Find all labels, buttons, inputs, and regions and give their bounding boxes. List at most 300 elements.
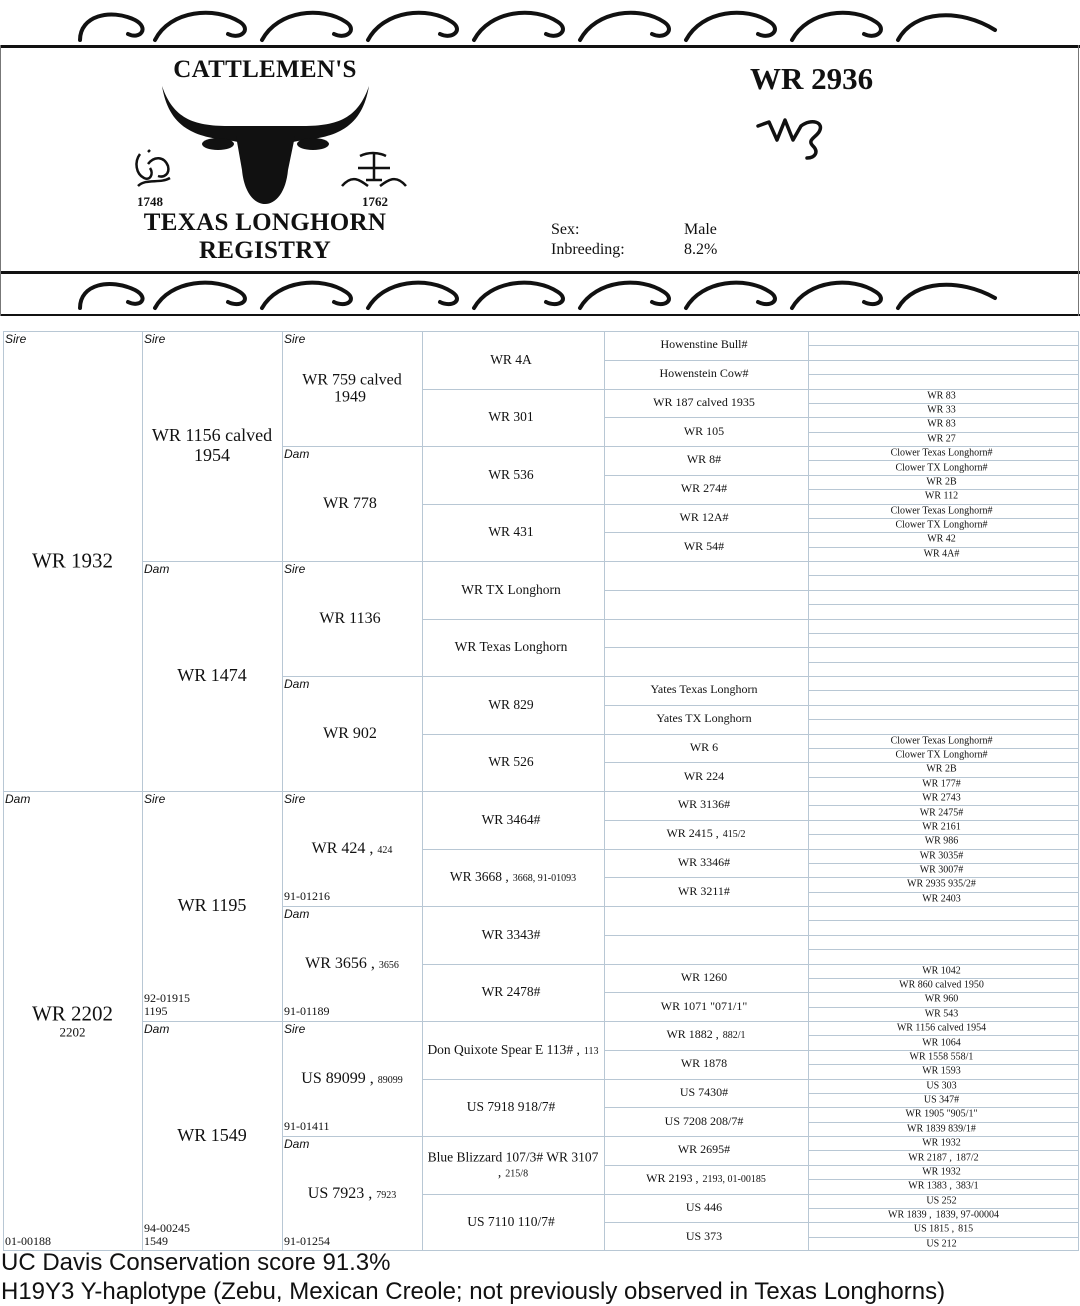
animal-name — [142, 666, 282, 686]
pedigree-cell-g6-32 — [808, 791, 1079, 805]
animal-name-text: WR 2193 , — [646, 1171, 699, 1186]
pedigree-cell-g4-4 — [422, 561, 604, 619]
dam-tag: Dam — [284, 447, 310, 461]
pedigree-cell-g6-30 — [808, 762, 1079, 776]
animal-name-text: Clower TX Longhorn# — [895, 749, 988, 761]
animal-name — [422, 409, 604, 425]
pedigree-cell-g6-39 — [808, 892, 1079, 906]
pedigree-cell-g5-2 — [604, 389, 808, 418]
animal-name — [808, 476, 1079, 488]
registry-name-line2: TEXAS LONGHORN — [143, 209, 387, 236]
animal-alt-number: 815 — [958, 1223, 974, 1235]
animal-name — [808, 505, 1079, 517]
registration-number: 92-01915 — [144, 991, 190, 1005]
pedigree-cell-g3-4 — [282, 791, 422, 906]
animal-name-text: WR 27 — [927, 433, 956, 445]
registration-number: 91-01411 — [284, 1119, 330, 1133]
animal-name-text: Don Quixote Spear E 113# , — [427, 1041, 580, 1057]
animal-name — [422, 1214, 604, 1230]
animal-name-text: WR 778 — [323, 494, 377, 512]
animal-name-text: Clower Texas Longhorn# — [890, 447, 993, 459]
animal-brand-icon — [755, 116, 830, 162]
animal-name — [604, 338, 808, 352]
animal-name-text: WR 224 — [683, 768, 725, 783]
animal-name — [808, 1238, 1079, 1250]
animal-name-text: WR 4A — [490, 351, 532, 367]
pedigree-cell-g6-19 — [808, 604, 1079, 618]
animal-name-text: WR 3035# — [919, 849, 964, 861]
pedigree-cell-g6-55 — [808, 1122, 1079, 1136]
pedigree-cell-g6-52 — [808, 1079, 1079, 1093]
animal-name — [808, 1109, 1079, 1121]
animal-name — [808, 1166, 1079, 1178]
sire-tag: Sire — [144, 792, 166, 806]
year-left: 1748 — [137, 194, 163, 209]
pedigree-cell-g6-15 — [808, 547, 1079, 561]
animal-name — [808, 1152, 1079, 1164]
sire-tag: Sire — [5, 332, 27, 346]
animal-name — [604, 1143, 808, 1157]
animal-name-text: WR 3007# — [919, 864, 964, 876]
dam-tag: Dam — [5, 792, 31, 806]
pedigree-cell-g5-3 — [604, 417, 808, 446]
animal-name-text: US 89099 , — [301, 1069, 374, 1087]
animal-name-text: WR 1474 — [177, 665, 247, 686]
animal-name-text: WR 3346# — [677, 854, 731, 869]
animal-name-text: WR 2935 935/2# — [907, 878, 976, 890]
animal-name — [808, 1123, 1079, 1135]
animal-name — [422, 1042, 604, 1058]
animal-name — [808, 491, 1079, 503]
pedigree-cell-g5-22 — [604, 964, 808, 993]
animal-alt-number: 3656 — [378, 959, 399, 971]
animal-name — [422, 582, 604, 598]
animal-name-text: WR 424 , — [311, 839, 374, 857]
animal-name — [604, 770, 808, 784]
animal-name-text: WR TX Longhorn — [461, 581, 561, 597]
registration-number-secondary: 1195 — [144, 1004, 168, 1018]
animal-name — [604, 1000, 808, 1014]
animal-name — [282, 840, 422, 858]
animal-alt-number: 882/1 — [722, 1030, 746, 1042]
pedigree-cell-g1-0 — [3, 331, 142, 791]
animal-name — [808, 922, 1079, 934]
registration-number: 01-00188 — [5, 1234, 51, 1248]
animal-name — [808, 1037, 1079, 1049]
pedigree-cell-g6-57 — [808, 1150, 1079, 1164]
dam-tag: Dam — [144, 1022, 170, 1036]
dam-tag: Dam — [284, 677, 310, 691]
animal-name — [282, 1070, 422, 1088]
pedigree-cell-g3-6 — [282, 1021, 422, 1136]
sire-tag: Sire — [284, 1022, 306, 1036]
animal-name-text: WR 112 — [924, 490, 959, 502]
pedigree-cell-g1-1 — [3, 791, 142, 1251]
animal-name — [3, 1002, 142, 1039]
pedigree-cell-g6-20 — [808, 619, 1079, 633]
animal-name-text: US 7208 208/7# — [664, 1113, 744, 1128]
animal-name — [808, 764, 1079, 776]
sire-tag: Sire — [284, 562, 306, 576]
animal-name — [808, 634, 1079, 646]
pedigree-cell-g6-63 — [808, 1237, 1079, 1251]
animal-name — [604, 453, 808, 467]
pedigree-cell-g4-14 — [422, 1136, 604, 1194]
animal-name-text: WR 105 — [683, 423, 725, 438]
animal-name-text: WR Texas Longhorn — [454, 639, 568, 655]
pedigree-cell-g6-27 — [808, 719, 1079, 733]
bottom-scroll-border — [0, 274, 1080, 316]
animal-name-text: WR 3343# — [481, 926, 541, 942]
animal-name — [808, 965, 1079, 977]
animal-extra-number: 2202 — [59, 1024, 86, 1040]
pedigree-cell-g5-16 — [604, 791, 808, 820]
animal-name — [604, 425, 808, 439]
animal-name — [808, 721, 1079, 733]
animal-name — [808, 893, 1079, 905]
registry-name-line3: REGISTRY — [198, 237, 332, 264]
animal-name — [282, 495, 422, 513]
animal-name — [142, 896, 282, 916]
animal-name-text: WR 1558 558/1 — [909, 1051, 974, 1063]
registration-number-secondary: 1549 — [144, 1234, 168, 1248]
pedigree-cell-g4-0 — [422, 331, 604, 389]
pedigree-cell-g6-5 — [808, 403, 1079, 417]
pedigree-cell-g3-2 — [282, 561, 422, 676]
animal-name — [604, 1172, 808, 1186]
animal-name-text: Howenstein Cow# — [659, 366, 749, 381]
pedigree-cell-g5-20 — [604, 906, 808, 935]
animal-name-text: WR 2B — [926, 763, 957, 775]
animal-name-text: Blue Blizzard 107/3# WR 3107 , — [427, 1149, 599, 1180]
animal-name-text: WR 3464# — [481, 811, 541, 827]
pedigree-cell-g5-6 — [604, 504, 808, 533]
pedigree-cell-g6-49 — [808, 1035, 1079, 1049]
pedigree-cell-g6-13 — [808, 518, 1079, 532]
pedigree-cell-g6-6 — [808, 417, 1079, 431]
animal-name — [808, 951, 1079, 963]
pedigree-cell-g6-18 — [808, 590, 1079, 604]
pedigree-cell-g6-9 — [808, 460, 1079, 474]
pedigree-grid — [3, 331, 1079, 1251]
animal-name-text: WR 1064 — [922, 1036, 961, 1048]
animal-name — [282, 955, 422, 973]
pedigree-cell-g6-51 — [808, 1064, 1079, 1078]
inbreeding-value: 8.2% — [684, 241, 718, 258]
animal-name — [808, 562, 1079, 574]
top-rule — [0, 45, 1080, 48]
pedigree-cell-g3-1 — [282, 446, 422, 561]
registration-number: 94-00245 — [144, 1221, 190, 1235]
pedigree-cell-g2-0 — [142, 331, 282, 561]
pedigree-cell-g5-13 — [604, 705, 808, 734]
pedigree-cell-g6-10 — [808, 475, 1079, 489]
animal-name — [808, 936, 1079, 948]
animal-name-text: WR 1071 "071/1" — [660, 998, 748, 1013]
registration-number: 91-01189 — [284, 1004, 330, 1018]
animal-name — [604, 1115, 808, 1129]
pedigree-cell-g6-3 — [808, 374, 1079, 388]
pedigree-cell-g6-61 — [808, 1208, 1079, 1222]
animal-name-text: WR 187 calved 1935 — [653, 394, 755, 409]
animal-alt-number: 113 — [583, 1045, 599, 1057]
animal-name-text: WR 902 — [323, 724, 377, 742]
pedigree-cell-g6-48 — [808, 1021, 1079, 1035]
pedigree-cell-g6-58 — [808, 1165, 1079, 1179]
animal-name-text: Clower Texas Longhorn# — [890, 734, 993, 746]
sire-tag: Sire — [284, 792, 306, 806]
pedigree-cell-g2-3 — [142, 1021, 282, 1251]
animal-name — [604, 540, 808, 554]
animal-name-text: WR 1878 — [680, 1056, 728, 1071]
animal-alt-number: 7923 — [376, 1189, 397, 1201]
pedigree-cell-g6-40 — [808, 906, 1079, 920]
bottom-rule — [0, 314, 1080, 316]
animal-name-text: WR 2B — [926, 476, 957, 488]
animal-name — [604, 482, 808, 496]
animal-name — [808, 361, 1079, 373]
animal-name — [604, 971, 808, 985]
animal-name — [604, 885, 808, 899]
animal-name — [422, 754, 604, 770]
animal-alt-number: 3668, 91-01093 — [512, 873, 577, 885]
pedigree-cell-g6-45 — [808, 978, 1079, 992]
animal-name-text: WR 1932 — [31, 548, 114, 573]
year-right: 1762 — [362, 194, 388, 209]
pedigree-cell-g5-21 — [604, 935, 808, 964]
pedigree-cell-g6-42 — [808, 935, 1079, 949]
pedigree-cell-g3-3 — [282, 676, 422, 791]
pedigree-cell-g4-6 — [422, 676, 604, 734]
animal-name-text: WR 42 — [927, 533, 956, 545]
pedigree-cell-g5-14 — [604, 734, 808, 763]
pedigree-cell-g6-53 — [808, 1093, 1079, 1107]
animal-name-text: Clower Texas Longhorn# — [890, 504, 993, 516]
animal-name-text: Yates TX Longhorn — [656, 711, 752, 726]
animal-name — [282, 1185, 422, 1203]
pedigree-cell-g6-44 — [808, 964, 1079, 978]
pedigree-cell-g2-1 — [142, 561, 282, 791]
left-brand-icon — [130, 148, 180, 194]
pedigree-cell-g6-0 — [808, 331, 1079, 345]
pedigree-cell-g6-7 — [808, 432, 1079, 446]
animal-name-text: WR 759 calved 1949 — [302, 370, 402, 406]
inbreeding-label: Inbreeding: — [551, 241, 625, 258]
animal-name — [604, 1057, 808, 1071]
animal-name-text: WR 2187 , — [908, 1151, 952, 1163]
animal-name — [604, 626, 808, 640]
animal-alt-number: 1839, 97-00004 — [935, 1209, 999, 1221]
y-haplotype: H19Y3 Y-haplotype (Zebu, Mexican Creole; not previously observed in Texas Longhorns) — [1, 1278, 946, 1305]
registration-number: 91-01216 — [284, 889, 330, 903]
sire-tag: Sire — [284, 332, 306, 346]
animal-name-text: WR 1549 — [177, 1125, 247, 1146]
animal-name — [808, 376, 1079, 388]
animal-name — [604, 396, 808, 410]
animal-name — [808, 850, 1079, 862]
animal-name — [422, 524, 604, 540]
animal-name-text: WR 2478# — [481, 984, 541, 1000]
animal-name — [604, 741, 808, 755]
animal-name — [808, 1181, 1079, 1193]
pedigree-cell-g6-4 — [808, 389, 1079, 403]
animal-name — [604, 367, 808, 381]
animal-name — [604, 856, 808, 870]
animal-name — [142, 426, 282, 466]
animal-name-text: WR 6 — [689, 739, 719, 754]
sex-label: Sex: — [551, 221, 580, 238]
animal-name — [808, 1195, 1079, 1207]
registration-number: 91-01254 — [284, 1234, 330, 1248]
pedigree-cell-g5-27 — [604, 1107, 808, 1136]
animal-name-text: Clower TX Longhorn# — [895, 519, 988, 531]
animal-name — [604, 511, 808, 525]
animal-name — [808, 749, 1079, 761]
pedigree-cell-g6-2 — [808, 360, 1079, 374]
animal-name — [808, 1008, 1079, 1020]
animal-name-text: WR 1136 — [319, 609, 381, 627]
animal-name — [808, 347, 1079, 359]
animal-name-text: WR 1932 — [922, 1166, 961, 1178]
pedigree-cell-g5-25 — [604, 1050, 808, 1079]
animal-name-text: US 446 — [685, 1199, 723, 1214]
conservation-score: UC Davis Conservation score 91.3% — [1, 1249, 391, 1276]
sex-value: Male — [684, 221, 717, 238]
pedigree-cell-g4-9 — [422, 849, 604, 907]
pedigree-cell-g5-5 — [604, 475, 808, 504]
pedigree-cell-g6-22 — [808, 647, 1079, 661]
animal-name — [808, 577, 1079, 589]
animal-name-text: WR 3668 , — [449, 869, 509, 885]
pedigree-cell-g6-50 — [808, 1050, 1079, 1064]
animal-name — [422, 927, 604, 943]
animal-name — [808, 821, 1079, 833]
animal-name — [282, 725, 422, 743]
animal-name — [808, 447, 1079, 459]
animal-name-text: US 7918 918/7# — [466, 1099, 556, 1115]
animal-alt-number: 424 — [377, 844, 393, 856]
pedigree-cell-g6-23 — [808, 662, 1079, 676]
pedigree-cell-g5-9 — [604, 590, 808, 619]
animal-name-text: WR 2202 — [31, 1001, 114, 1026]
animal-name-text: WR 2695# — [677, 1142, 731, 1157]
animal-name — [808, 390, 1079, 402]
animal-name — [808, 548, 1079, 560]
animal-name — [604, 712, 808, 726]
animal-name — [3, 549, 142, 572]
animal-name-text: WR 1839 839/1# — [907, 1123, 976, 1135]
pedigree-cell-g6-54 — [808, 1107, 1079, 1121]
pedigree-cell-g5-12 — [604, 676, 808, 705]
pedigree-cell-g5-10 — [604, 619, 808, 648]
animal-name-text: WR 986 — [924, 835, 959, 847]
animal-name-text: WR 177# — [922, 778, 961, 790]
animal-name — [604, 827, 808, 841]
animal-name-text: WR 1042 — [922, 964, 961, 976]
animal-name-text: WR 54# — [683, 538, 725, 553]
animal-name-text: WR 2161 — [922, 821, 961, 833]
animal-name-text: WR 1905 "905/1" — [905, 1108, 978, 1120]
pedigree-cell-g6-26 — [808, 705, 1079, 719]
animal-name-text: WR 1932 — [922, 1137, 961, 1149]
animal-name — [422, 1149, 604, 1180]
animal-name — [604, 683, 808, 697]
animal-name-text: WR 12A# — [679, 509, 729, 524]
animal-name — [808, 606, 1079, 618]
animal-name — [604, 942, 808, 956]
animal-name — [808, 979, 1079, 991]
animal-name — [808, 404, 1079, 416]
pedigree-cell-g6-31 — [808, 777, 1079, 791]
pedigree-cell-g5-19 — [604, 877, 808, 906]
pedigree-cell-g6-24 — [808, 676, 1079, 690]
animal-id-title: WR 2936 — [750, 61, 874, 96]
animal-name — [422, 984, 604, 1000]
animal-name — [808, 692, 1079, 704]
animal-name — [808, 1094, 1079, 1106]
animal-name-text: US 7923 , — [307, 1184, 373, 1202]
pedigree-cell-g5-1 — [604, 360, 808, 389]
animal-name — [808, 1209, 1079, 1221]
animal-name — [808, 864, 1079, 876]
animal-name — [604, 1230, 808, 1244]
pedigree-cell-g6-1 — [808, 345, 1079, 359]
animal-name-text: Clower TX Longhorn# — [895, 461, 988, 473]
pedigree-cell-g6-28 — [808, 734, 1079, 748]
pedigree-cell-g4-15 — [422, 1194, 604, 1252]
pedigree-cell-g6-16 — [808, 561, 1079, 575]
animal-alt-number: 383/1 — [955, 1180, 979, 1192]
dam-tag: Dam — [144, 562, 170, 576]
animal-name-text: WR 301 — [488, 409, 534, 425]
animal-name — [422, 639, 604, 655]
animal-name — [422, 697, 604, 713]
animal-name — [604, 597, 808, 611]
pedigree-cell-g6-60 — [808, 1194, 1079, 1208]
animal-name — [808, 807, 1079, 819]
animal-name — [282, 610, 422, 628]
animal-name — [808, 735, 1079, 747]
animal-name-text: WR 3136# — [677, 797, 731, 812]
animal-name-text: WR 1156 calved 1954 — [151, 425, 273, 465]
animal-name — [808, 907, 1079, 919]
pedigree-cell-g3-0 — [282, 331, 422, 446]
pedigree-cell-g6-43 — [808, 949, 1079, 963]
pedigree-cell-g5-31 — [604, 1222, 808, 1251]
pedigree-cell-g6-29 — [808, 748, 1079, 762]
animal-name — [808, 419, 1079, 431]
pedigree-cell-g6-46 — [808, 992, 1079, 1006]
pedigree-cell-g5-8 — [604, 561, 808, 590]
animal-name-text: WR 8# — [686, 452, 722, 467]
pedigree-cell-g6-17 — [808, 575, 1079, 589]
animal-name-text: WR 1260 — [680, 969, 728, 984]
header-frame-right — [1078, 45, 1079, 316]
pedigree-cell-g4-3 — [422, 504, 604, 562]
animal-name — [808, 1051, 1079, 1063]
animal-name-text: US 252 — [926, 1194, 957, 1206]
pedigree-cell-g5-15 — [604, 762, 808, 791]
animal-name-text: US 373 — [685, 1228, 723, 1243]
pedigree-cell-g5-11 — [604, 647, 808, 676]
animal-alt-number: 2193, 01-00185 — [702, 1174, 766, 1186]
animal-name — [808, 994, 1079, 1006]
animal-name-text: US 7110 110/7# — [467, 1214, 555, 1230]
animal-alt-number: 415/2 — [722, 829, 746, 841]
pedigree-cell-g6-62 — [808, 1222, 1079, 1236]
animal-name-text: Howenstine Bull# — [660, 337, 748, 352]
animal-name — [808, 879, 1079, 891]
